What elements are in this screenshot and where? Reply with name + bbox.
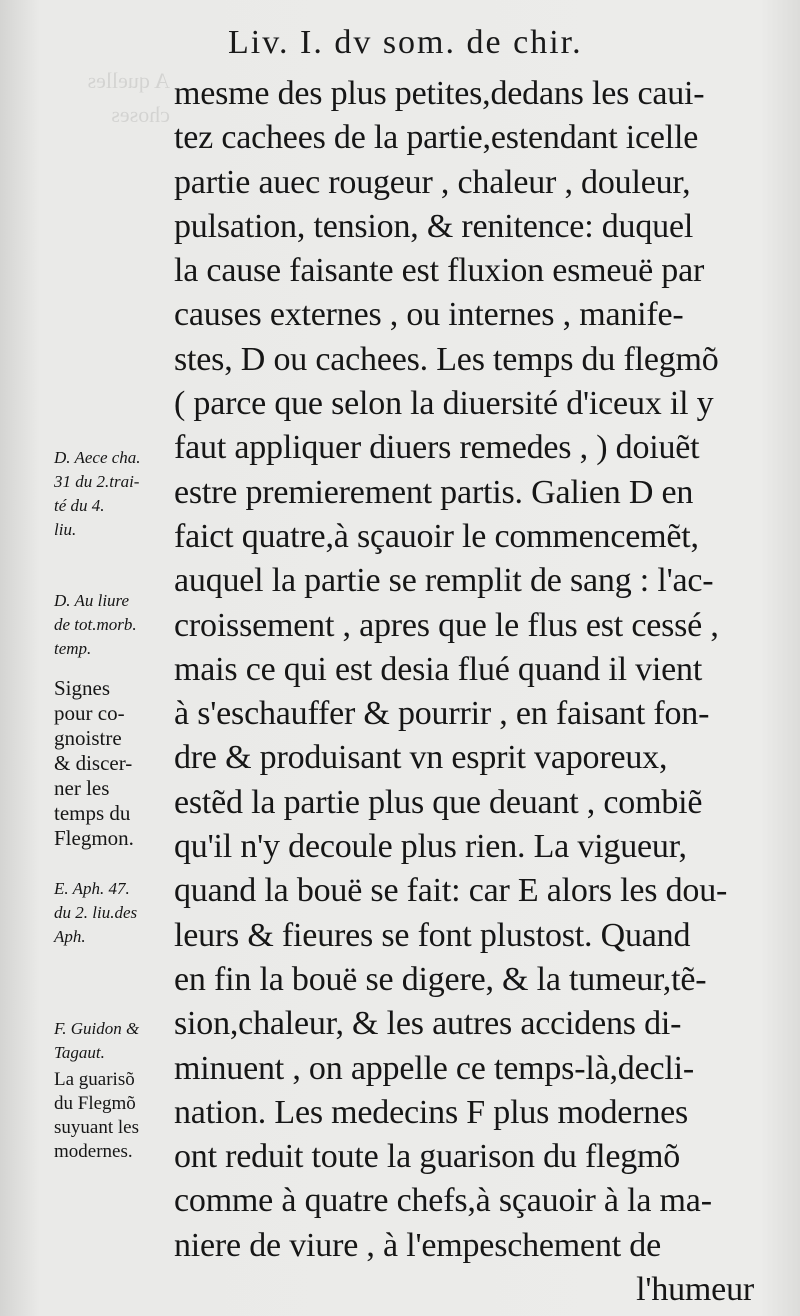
text-line: sion,chaleur, & les autres accidens di- bbox=[174, 1005, 682, 1043]
margin-note-line: D. Au liure bbox=[54, 591, 130, 610]
margin-note-guidon bbox=[54, 1017, 178, 1065]
margin-note-line: modernes. bbox=[54, 1141, 133, 1162]
margin-note-line: té du 4. bbox=[54, 496, 105, 515]
margin-note-line: de tot.morb. bbox=[54, 615, 137, 634]
text-line: à s'eschauffer & pourrir , en faisant fon- bbox=[174, 695, 710, 733]
text-line: estre premierement partis. Galien D en bbox=[174, 473, 694, 511]
margin-note-line: Flegmon. bbox=[54, 826, 134, 850]
text-line: mesme des plus petites,dedans les caui- bbox=[174, 75, 705, 112]
text-line: niere de viure , à l'empeschement de bbox=[174, 1226, 661, 1264]
text-line: comme à quatre chefs,à sçauoir à la ma- bbox=[174, 1182, 712, 1220]
text-line: mais ce qui est desia flué quand il vient bbox=[174, 650, 703, 688]
running-header: Liv. I. dv som. de chir. bbox=[228, 24, 583, 61]
text-line: stes, D ou cachees. Les temps du flegmõ bbox=[174, 340, 719, 378]
margin-note-signes bbox=[54, 676, 178, 851]
text-line: leurs & fieures se font plustost. Quand bbox=[174, 916, 691, 954]
margin-note-aphorisme bbox=[54, 877, 178, 949]
margin-note-line: F. Guidon & bbox=[54, 1019, 140, 1038]
main-text-block bbox=[174, 72, 754, 1312]
margin-note-line: du Flegmõ bbox=[54, 1093, 136, 1114]
text-line: partie auec rougeur , chaleur , douleur, bbox=[174, 163, 691, 201]
margin-note-aece bbox=[54, 446, 178, 542]
text-line: faut appliquer diuers remedes , ) doiuẽt bbox=[174, 429, 700, 467]
text-line: dre & produisant vn esprit vaporeux, bbox=[174, 739, 668, 777]
margin-note-line: liu. bbox=[54, 520, 77, 539]
text-line: nation. Les medecins F plus modernes bbox=[174, 1093, 689, 1131]
text-line: auquel la partie se remplit de sang : l'ac- bbox=[174, 562, 714, 600]
margin-note-line: du 2. liu.des bbox=[54, 903, 138, 922]
text-line: faict quatre,à sçauoir le commencemẽt, bbox=[174, 517, 699, 555]
text-line: croissement , apres que le flus est cessé , bbox=[174, 606, 719, 644]
text-line: causes externes , ou internes , manife- bbox=[174, 296, 684, 334]
margin-note-line: Aph. bbox=[54, 927, 86, 946]
text-line: estẽd la partie plus que deuant , combiẽ bbox=[174, 783, 703, 821]
text-line: pulsation, tension, & renitence: duquel bbox=[174, 207, 694, 245]
margin-note-line: & discer- bbox=[54, 751, 133, 775]
text-line: ( parce que selon la diuersité d'iceux il y bbox=[174, 385, 714, 423]
margin-note-line: La guarisõ bbox=[54, 1069, 135, 1090]
margin-note-line: E. Aph. 47. bbox=[54, 879, 130, 898]
text-line: l'humeur bbox=[636, 1271, 754, 1309]
text-line: minuent , on appelle ce temps-là,decli- bbox=[174, 1049, 694, 1087]
margin-note-guarison bbox=[54, 1068, 178, 1164]
text-line: la cause faisante est fluxion esmeuë par bbox=[174, 252, 705, 290]
margin-note-line: temps du bbox=[54, 801, 131, 825]
text-line: en fin la bouë se digere, & la tumeur,tẽ- bbox=[174, 960, 707, 998]
margin-note-line: D. Aece cha. bbox=[54, 448, 141, 467]
margin-note-line: ner les bbox=[54, 776, 110, 800]
text-line: qu'il n'y decoule plus rien. La vigueur, bbox=[174, 828, 687, 866]
text-line: ont reduit toute la guarison du flegmõ bbox=[174, 1138, 681, 1176]
margin-note-line: Tagaut. bbox=[54, 1043, 105, 1062]
show-through-bleed: A quelles choses bbox=[87, 68, 170, 127]
margin-note-line: pour co- bbox=[54, 701, 125, 725]
text-line: tez cachees de la partie,estendant icelle bbox=[174, 119, 699, 157]
text-line: quand la bouë se fait: car E alors les dou- bbox=[174, 872, 728, 910]
margin-note-line: temp. bbox=[54, 639, 92, 658]
margin-note-line: 31 du 2.trai- bbox=[54, 472, 140, 491]
margin-note-line: suyuant les bbox=[54, 1117, 139, 1138]
margin-note-au-liure bbox=[54, 589, 178, 661]
margin-note-line: Signes bbox=[54, 676, 111, 700]
margin-note-line: gnoistre bbox=[54, 726, 122, 750]
